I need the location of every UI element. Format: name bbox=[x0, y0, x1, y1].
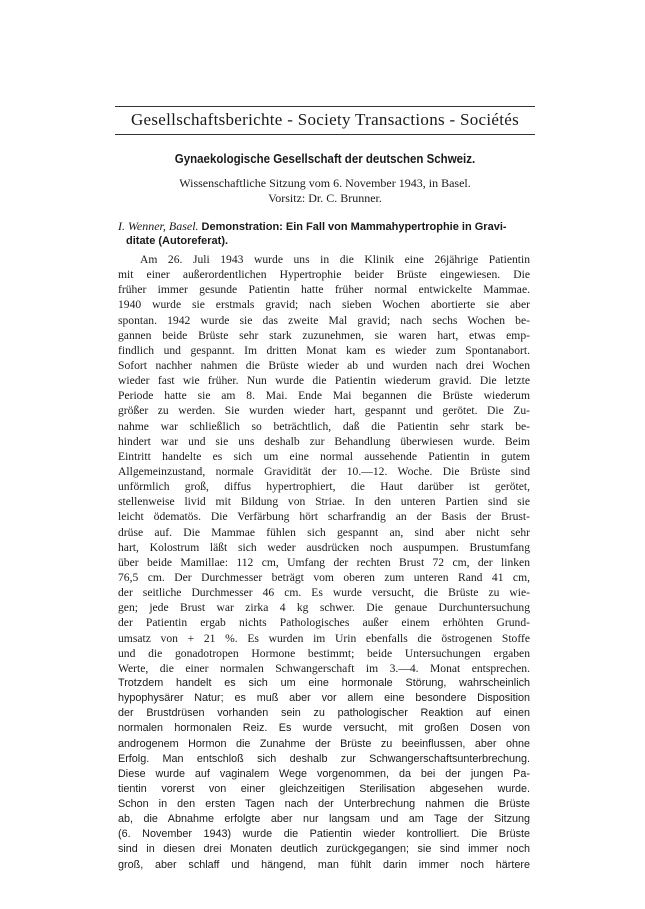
body-line: mit einer außerordentlichen Hypertrophie beider Brüste eingewiesen. Die bbox=[118, 268, 530, 282]
body-line: der Brustdrüsen vorhanden sein zu pathologischer Reaktion auf einen bbox=[118, 707, 530, 720]
body-line: Erfolg. Man entschloß sich deshalb zur Schwangerschaftsunterbrechung. bbox=[118, 752, 530, 765]
meeting-chair: Vorsitz: Dr. C. Brunner. bbox=[268, 191, 382, 205]
body-line: Werte, die einer normalen Schwangerschaft im 3.—4. Monat entsprechen. bbox=[118, 661, 530, 675]
article-title-line-2: ditate (Autoreferat). bbox=[126, 235, 229, 247]
article-author: I. Wenner, Basel. bbox=[118, 219, 199, 233]
body-line: Sofort nachher nahmen die Brüste wieder ab und wurden nach drei Wochen bbox=[118, 358, 530, 372]
body-line: sind in diesen drei Monaten deutlich zurückgegangen; sie sind immer noch bbox=[118, 843, 530, 856]
body-line: gen; jede Brust war zirka 4 kg schwer. Die genaue Durchuntersuchung bbox=[118, 601, 530, 615]
meeting-sitting: Wissenschaftliche Sitzung vom 6. November 1943, in Basel. bbox=[179, 176, 471, 190]
meeting-info bbox=[115, 176, 535, 206]
body-line: Eintritt handelte es sich um eine normal aussehende Patientin in gutem bbox=[118, 449, 530, 463]
body-line: Am 26. Juli 1943 wurde uns in die Klinik eine 26jährige Patientin bbox=[140, 253, 530, 266]
body-line: der Patientin ergab nichts Pathologisches außer einem erhöhten Grund- bbox=[118, 616, 530, 630]
body-line: tientin vorerst von einer gleichzeitigen Sterilisation abgesehen wurde. bbox=[118, 782, 530, 795]
body-line: stellenweise livid mit Bildung von Striae. In den unteren Partien sind sie bbox=[118, 495, 530, 509]
body-line: (6. November 1943) wurde die Patientin wieder kontrolliert. Die Brüste bbox=[118, 828, 530, 841]
body-line: über beide Mamillae: 112 cm, Umfang der rechten Brust 72 cm, der linken bbox=[118, 555, 530, 569]
body-line: gannen beide Brüste sehr stark zuzunehmen, sie waren hart, etwas emp- bbox=[118, 328, 530, 342]
section-header: Gesellschaftsberichte - Society Transactions - Sociétés bbox=[115, 106, 535, 135]
article-heading bbox=[118, 219, 530, 248]
body-line: früher immer gesunde Patientin hatte früher normal entwickelte Mammae. bbox=[118, 283, 530, 297]
body-line: wieder fast wie früher. Nun wurde die Patientin wiederum gravid. Die letzte bbox=[118, 374, 530, 388]
body-line: hypophysärer Natur; es muß aber vor allem eine besondere Disposition bbox=[118, 692, 530, 705]
body-line: nahme war schließlich so beträchtlich, daß die Patientin sehr stark be- bbox=[118, 419, 530, 433]
article-title-line-1: Demonstration: Ein Fall von Mammahypertrophie in Gravi- bbox=[201, 221, 507, 233]
body-line: der seitliche Durchmesser 46 cm. Es wurde versucht, die Brüste zu wie- bbox=[118, 586, 530, 600]
body-line: Schon in den ersten Tagen nach der Unterbrechung nahmen die Brüste bbox=[118, 798, 530, 811]
body-line: hart, Kolostrum läßt sich weder ausdrücken noch auspumpen. Brustumfang bbox=[118, 540, 530, 554]
body-line: umsatz von + 21 %. Es wurden im Urin ebenfalls die östrogenen Stoffe bbox=[118, 631, 530, 645]
body-line: ab, die Abnahme erfolgte aber nur langsam und am Tage der Sitzung bbox=[118, 813, 530, 826]
society-heading: Gynaekologische Gesellschaft der deutschen Schweiz. bbox=[174, 152, 476, 166]
body-line: 1940 wurde sie erstmals gravid; nach sieben Wochen abortierte sie aber bbox=[118, 298, 530, 312]
body-line: Allgemeinzustand, normale Gravidität der 10.—12. Woche. Die Brüste sind bbox=[118, 464, 530, 478]
body-line: und die gonadotropen Hormone bestimmt; beide Untersuchungen ergaben bbox=[118, 646, 530, 660]
body-line: spontan. 1942 wurde sie das zweite Mal gravid; nach sechs Wochen be- bbox=[118, 313, 530, 327]
body-line: normalen hormonalen Reiz. Es wurde versucht, mit großen Dosen von bbox=[118, 722, 530, 735]
body-line: unförmlich groß, diffus hypertrophiert, die Haut darüber ist gerötet, bbox=[118, 480, 530, 494]
body-line: hindert war und sie uns deshalb zur Behandlung überwiesen wurde. Beim bbox=[118, 434, 530, 448]
article-body bbox=[118, 252, 530, 873]
body-line: androgenem Hormon die Zunahme der Brüste zu beeinflussen, aber ohne bbox=[118, 737, 530, 750]
body-line: drüse auf. Die Mammae fühlen sich gespannt an, sind aber nicht sehr bbox=[118, 525, 530, 539]
body-line: Trotzdem handelt es sich um eine hormonale Störung, wahrscheinlich bbox=[118, 676, 530, 689]
body-line: größer zu werden. Sie wurden wieder hart, gespannt und gerötet. Die Zu- bbox=[118, 404, 530, 418]
body-line: findlich und gespannt. Im dritten Monat kam es wieder zum Spontanabort. bbox=[118, 343, 530, 357]
body-line: Periode hatte sie am 8. Mai. Ende Mai begannen die Brüste wiederum bbox=[118, 389, 530, 403]
body-line: leicht ödematös. Die Verfärbung hört scharfrandig an der Basis der Brust- bbox=[118, 510, 530, 524]
body-line: Diese wurde auf vaginalem Wege vorgenommen, da bei der jungen Pa- bbox=[118, 767, 530, 780]
body-line: groß, aber schlaff und hängend, man fühlt darin immer noch härtere bbox=[118, 858, 530, 871]
body-line: 76,5 cm. Der Durchmesser beträgt vom oberen zum unteren Rand 41 cm, bbox=[118, 570, 530, 584]
